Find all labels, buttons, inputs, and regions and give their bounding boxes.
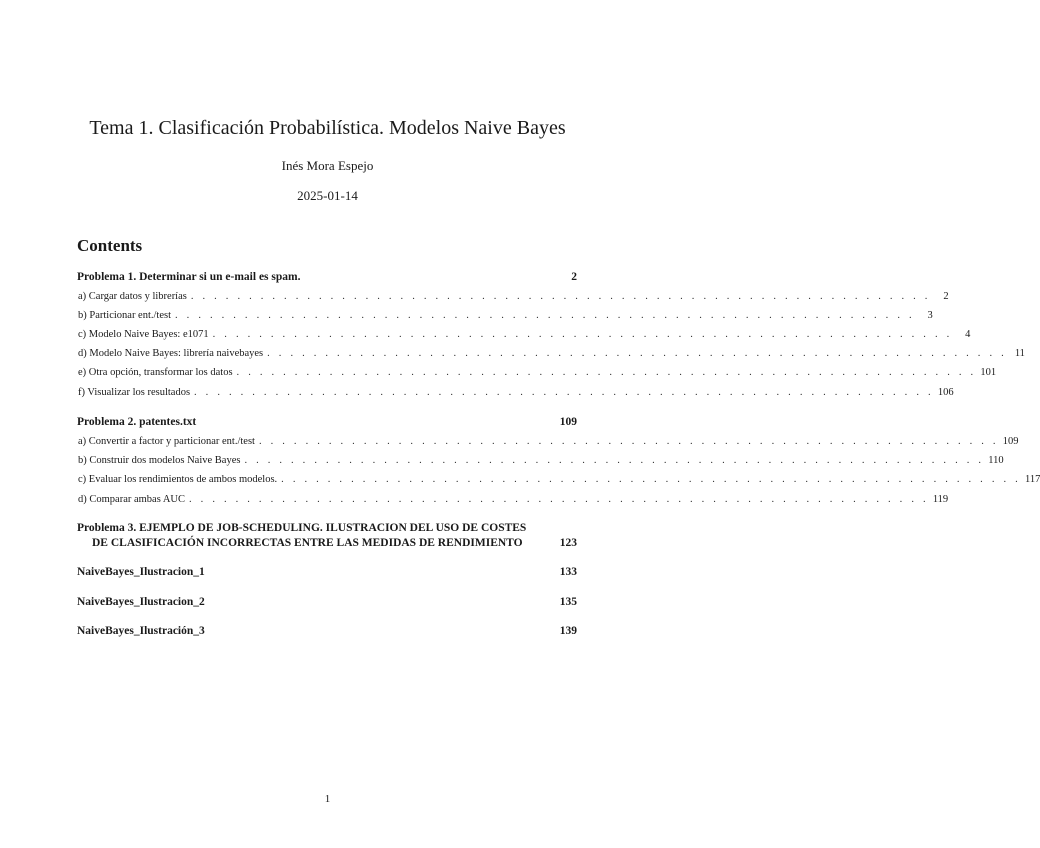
toc-leader: . . . . . . . . . . . . . . . . . . . . . . . . . . . . . . . . . . . . . . . . . . . . . . . . . . . . . . . . . . . . . . . . [236,367,977,378]
toc-entry-2a[interactable] [77,436,1019,447]
toc-entry-page: 11 [1014,348,1025,359]
toc-entry-1f[interactable] [77,387,954,398]
toc-entry-page: 3 [927,310,933,321]
contents-heading: Contents [77,236,143,255]
document-title: Tema 1. Clasificación Probabilística. Modelos Naive Bayes [89,117,566,139]
toc-leader: . . . . . . . . . . . . . . . . . . . . . . . . . . . . . . . . . . . . . . . . . . . . . . . . . . . . . . . . . . . . . . . . [190,291,931,302]
toc-entry-1e[interactable] [77,367,997,378]
toc-entry-page: 2 [943,291,949,302]
toc-entry-page: 119 [932,494,949,505]
toc-entry-label: a) Cargar datos y librerías [78,291,187,302]
toc-entry-label: a) Convertir a factor y particionar ent./test [78,436,255,447]
toc-entry-ilustracion-1[interactable] [77,566,577,578]
toc-entry-problema-3[interactable] [77,521,577,551]
toc-entry-label: NaiveBayes_Ilustracion_1 [77,566,205,578]
toc-entry-label-line2: DE CLASIFICACIÓN INCORRECTAS ENTRE LAS MEDIDAS DE RENDIMIENTO [92,537,523,549]
toc-leader: . . . . . . . . . . . . . . . . . . . . . . . . . . . . . . . . . . . . . . . . . . . . . . . . . . . . . . . . . . . . . . . . [258,436,999,447]
toc-entry-page: 133 [559,566,577,578]
toc-entry-label: Problema 1. Determinar si un e-mail es spam. [77,271,301,283]
toc-leader: . . . . . . . . . . . . . . . . . . . . . . . . . . . . . . . . . . . . . . . . . . . . . . . . . . . . . . . . . . . . . . . . [267,348,1007,359]
toc-entry-page: 101 [980,367,997,378]
toc-entry-page: 139 [559,625,577,637]
toc-leader: . . . . . . . . . . . . . . . . . . . . . . . . . . . . . . . . . . . . . . . . . . . . . . . . . . . . . . . . . . . . . . . . [194,387,934,398]
toc-entry-label: Problema 2. patentes.txt [77,416,197,428]
toc-entry-label: c) Evaluar los rendimientos de ambos modelos. [78,474,278,485]
toc-entry-problema-2[interactable] [77,416,577,428]
toc-entry-line2 [77,536,577,551]
toc-entry-label: NaiveBayes_Ilustración_3 [77,625,205,637]
toc-leader: . . . . . . . . . . . . . . . . . . . . . . . . . . . . . . . . . . . . . . . . . . . . . . . . . . . . . . . . . . . . . . . . [212,329,953,340]
toc-entry-1c[interactable] [77,329,971,340]
toc-leader: . . . . . . . . . . . . . . . . . . . . . . . . . . . . . . . . . . . . . . . . . . . . . . . . . . . . . . . . . . . . . . . . [175,310,915,321]
document-author: Inés Mora Espejo [281,158,374,173]
toc-leader: . . . . . . . . . . . . . . . . . . . . . . . . . . . . . . . . . . . . . . . . . . . . . . . . . . . . . . . . . . . . . . . . [189,494,929,505]
toc-entry-page: 135 [559,596,577,608]
toc-entry-page: 123 [559,537,577,549]
toc-entry-1d[interactable] [77,348,1025,359]
toc-entry-problema-1[interactable] [77,271,577,283]
toc-entry-label: b) Construir dos modelos Naive Bayes [78,455,241,466]
toc-leader: . . . . . . . . . . . . . . . . . . . . . . . . . . . . . . . . . . . . . . . . . . . . . . . . . . . . . . . . . . . . . . . . [244,455,985,466]
toc-entry-label: d) Modelo Naive Bayes: librería naivebayes [78,348,264,359]
toc-entry-page: 109 [1002,436,1019,447]
toc-entry-label: b) Particionar ent./test [78,310,172,321]
toc-entry-ilustracion-2[interactable] [77,596,577,608]
toc-entry-page: 106 [937,387,954,398]
toc-entry-label-line1: Problema 3. EJEMPLO DE JOB-SCHEDULING. ILUSTRACION DEL USO DE COSTES [77,522,527,534]
toc-entry-label: NaiveBayes_Ilustracion_2 [77,596,205,608]
toc-entry-ilustracion-3[interactable] [77,625,577,637]
toc-entry-page: 109 [559,416,577,428]
document-date: 2025-01-14 [297,188,358,203]
toc-leader: . . . . . . . . . . . . . . . . . . . . . . . . . . . . . . . . . . . . . . . . . . . . . . . . . . . . . . . . . . . . . . . . [281,474,1021,485]
toc-entry-label: d) Comparar ambas AUC [78,494,186,505]
toc-entry-1b[interactable] [77,310,933,321]
toc-entry-label: e) Otra opción, transformar los datos [78,367,233,378]
toc-entry-page: 110 [988,455,1004,466]
toc-entry-1a[interactable] [77,291,949,302]
toc-entry-page: 2 [571,271,577,283]
page-number: 1 [324,793,331,805]
toc-entry-2d[interactable] [77,494,949,505]
toc-entry-2c[interactable] [77,474,1040,485]
toc-entry-label: c) Modelo Naive Bayes: e1071 [78,329,209,340]
toc-entry-page: 4 [965,329,971,340]
toc-entry-page: 117 [1024,474,1040,485]
toc-entry-2b[interactable] [77,455,1004,466]
toc-entry-label: f) Visualizar los resultados [78,387,191,398]
